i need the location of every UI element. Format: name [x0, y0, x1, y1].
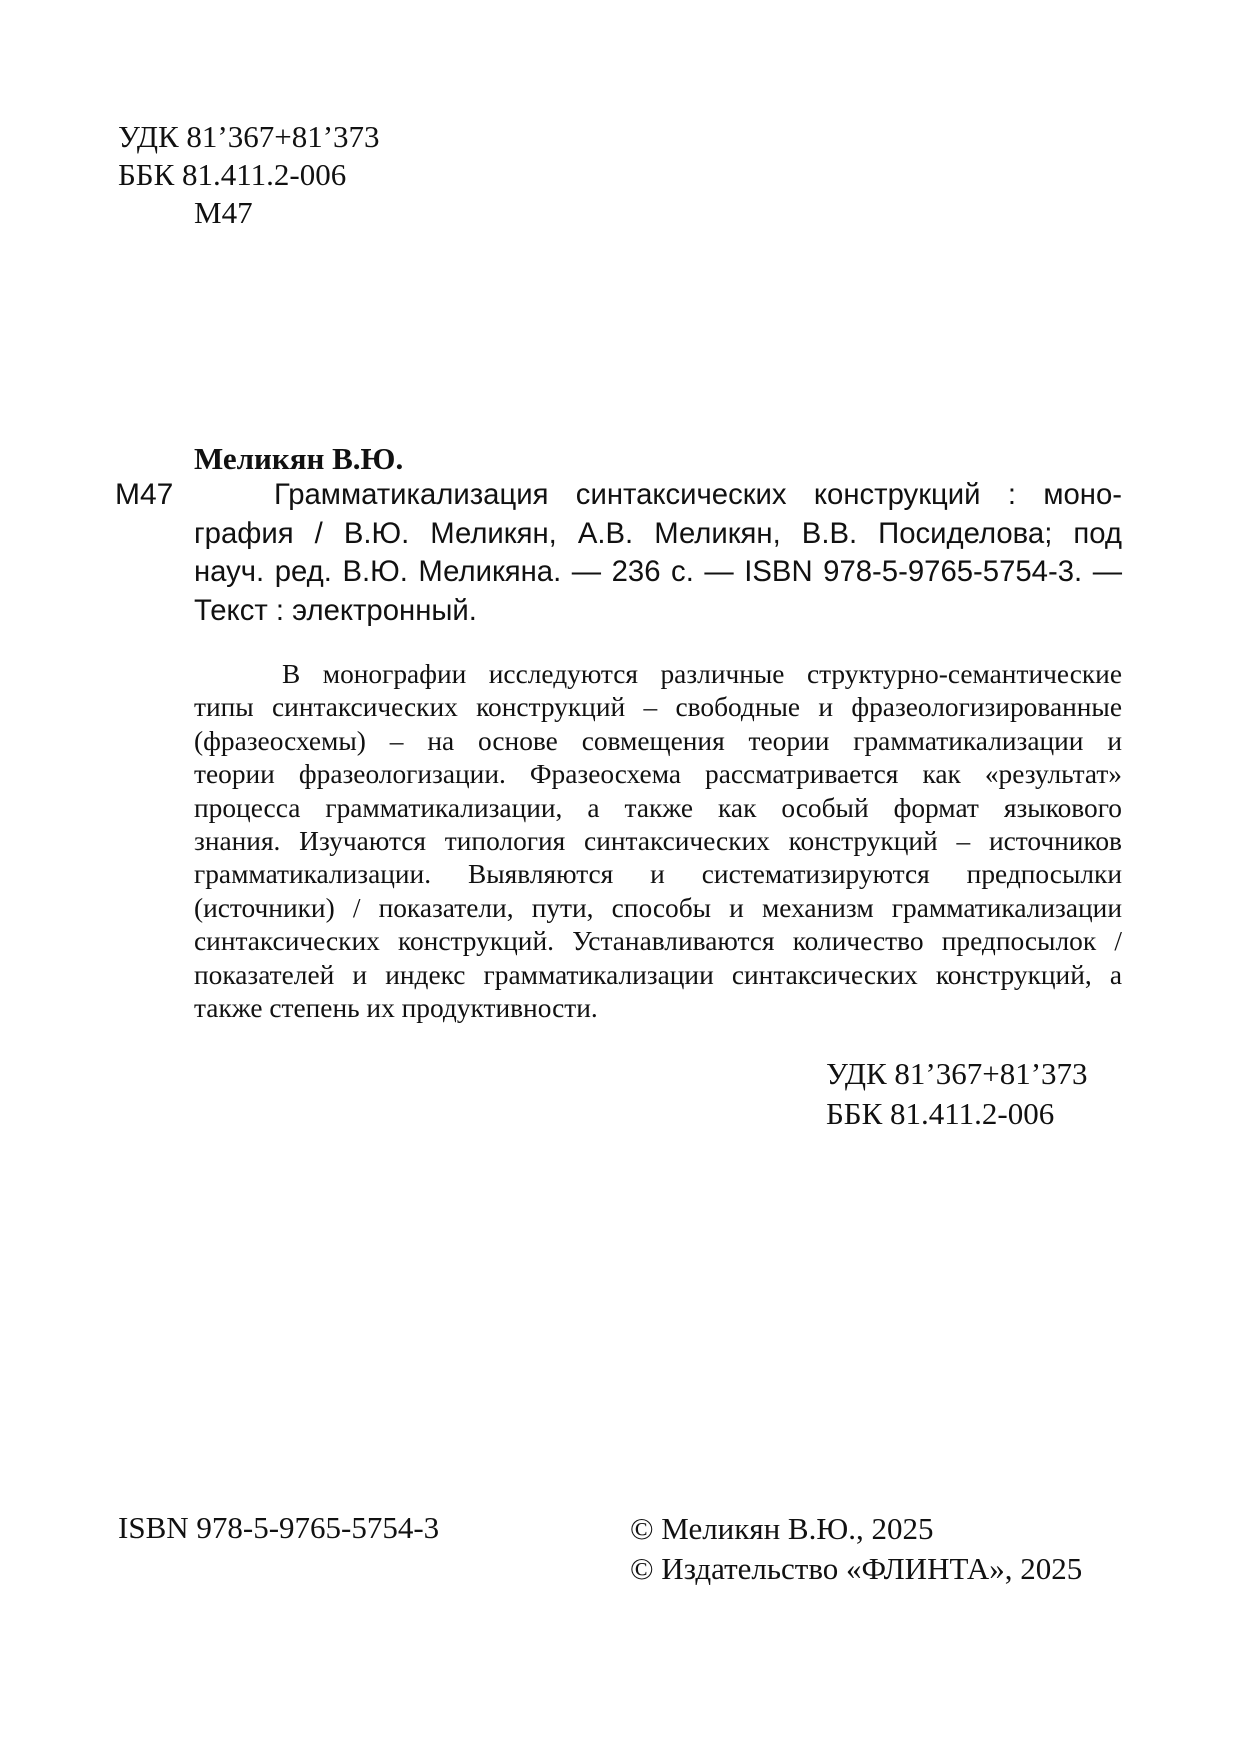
annotation — [194, 658, 1122, 1025]
annotation-line: типы синтаксических конструкций – свободные и фразеологизированные — [194, 692, 1122, 723]
bbk-code: ББК 81.411.2-006 — [826, 1096, 1055, 1131]
annotation-line: грамматикализации. Выявляются и систематизируются предпосылки — [194, 859, 1122, 890]
bibliographic-description — [194, 476, 1122, 630]
annotation-line: теории фразеологизации. Фразеосхема рассматривается как «результат» — [194, 759, 1122, 790]
annotation-line: В монографии исследуются различные структурно-семантические — [282, 659, 1122, 689]
udk-code: УДК 81’367+81’373 — [118, 119, 380, 154]
copyright-author: © Меликян В.Ю., 2025 — [630, 1511, 934, 1546]
udk-code: УДК 81’367+81’373 — [826, 1056, 1088, 1091]
cutter-mark: М47 — [115, 478, 174, 511]
biblio-line: Текст : электронный. — [194, 593, 477, 627]
author-sign: М47 — [194, 195, 253, 230]
biblio-line: графия / В.Ю. Меликян, А.В. Меликян, В.В. Посиделова; под — [194, 516, 1122, 550]
biblio-line: науч. ред. В.Ю. Меликяна. — 236 с. — ISBN 978-5-9765-5754-3. — — [194, 555, 1122, 588]
classification-codes-bottom — [826, 1054, 1088, 1134]
classification-codes-top — [118, 118, 380, 232]
annotation-line: (источники) / показатели, пути, способы и механизм грамматикализации — [194, 892, 1122, 923]
biblio-line: Грамматикализация синтаксических конструкций : моно- — [274, 478, 1122, 511]
annotation-line: знания. Изучаются типология синтаксических конструкций – источников — [194, 826, 1122, 857]
copyright-publisher: © Издательство «ФЛИНТА», 2025 — [630, 1551, 1083, 1586]
isbn: ISBN 978-5-9765-5754-3 — [118, 1510, 440, 1545]
bbk-code: ББК 81.411.2-006 — [118, 157, 347, 192]
copyright-block — [630, 1509, 1082, 1589]
record-author: Меликян В.Ю. — [194, 441, 404, 476]
annotation-line: синтаксических конструкций. Устанавливаются количество предпосылок / — [194, 926, 1122, 957]
annotation-line: (фразеосхемы) – на основе совмещения теории грамматикализации и — [194, 725, 1122, 756]
annotation-line: процесса грамматикализации, а также как особый формат языкового — [194, 792, 1122, 823]
annotation-line: показателей и индекс грамматикализации синтаксических конструкций, а — [194, 959, 1122, 990]
annotation-line: также степень их продуктивности. — [194, 993, 598, 1024]
